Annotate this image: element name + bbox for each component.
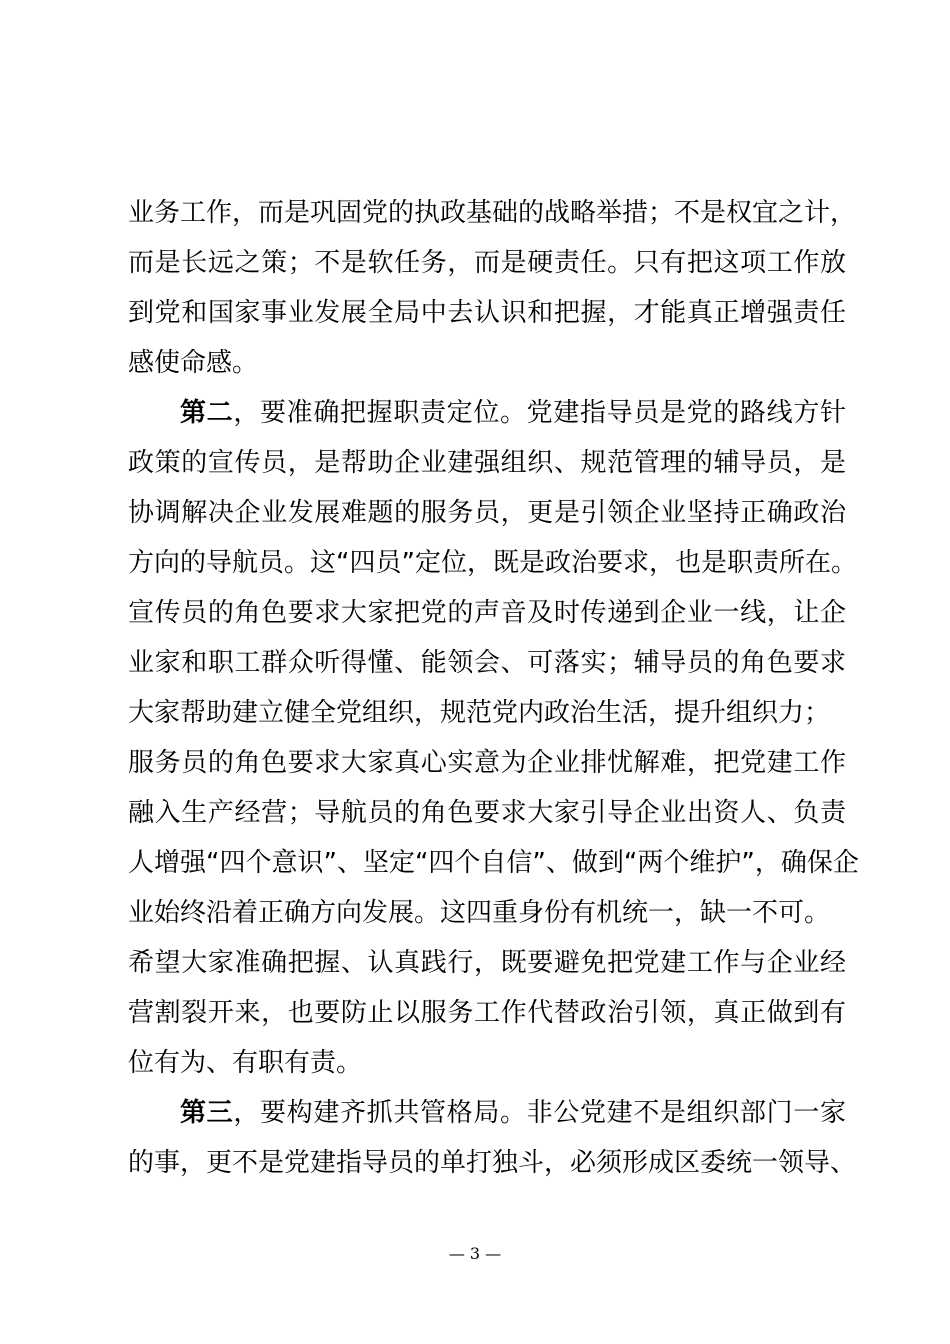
text-line: 希望大家准确把握、认真践行，既要避免把党建工作与企业经: [128, 948, 846, 978]
text-line: 融入生产经营；导航员的角色要求大家引导企业出资人、负责: [128, 798, 846, 828]
text-line: 营割裂开来，也要防止以服务工作代替政治引领，真正做到有: [128, 998, 846, 1028]
text-line: 业务工作，而是巩固党的执政基础的战略举措；不是权宜之计，: [128, 198, 857, 228]
text-line: 而是长远之策；不是软任务，而是硬责任。只有把这项工作放: [128, 248, 846, 278]
text-line: 政策的宣传员，是帮助企业建强组织、规范管理的辅导员，是: [128, 448, 846, 478]
text-line: 服务员的角色要求大家真心实意为企业排忧解难，把党建工作: [128, 748, 846, 778]
paragraph-1: [128, 188, 857, 388]
text-span: ，要构建齐抓共管格局。非公党建不是组织部门一家: [233, 1098, 846, 1128]
paragraph-lead: 第二: [180, 398, 234, 428]
text-line: 业始终沿着正确方向发展。这四重身份有机统一，缺一不可。: [128, 898, 831, 928]
text-line: 协调解决企业发展难题的服务员，更是引领企业坚持正确政治: [128, 498, 846, 528]
document-body: [128, 188, 859, 1188]
text-line: 感使命感。: [128, 348, 259, 378]
text-line: 宣传员的角色要求大家把党的声音及时传递到企业一线，让企: [128, 598, 846, 628]
text-line: 业家和职工群众听得懂、能领会、可落实；辅导员的角色要求: [128, 648, 846, 678]
paragraph-3: [128, 1088, 857, 1188]
paragraph-lead: 第三: [180, 1098, 234, 1128]
text-line: 人增强“四个意识”、坚定“四个自信”、做到“两个维护”，确保企: [128, 848, 859, 878]
page-number: — 3 —: [448, 1244, 502, 1263]
text-line: 到党和国家事业发展全局中去认识和把握，才能真正增强责任: [128, 298, 846, 328]
text-line: 大家帮助建立健全党组织，规范党内政治生活，提升组织力；: [128, 698, 831, 728]
text-line: [128, 1088, 846, 1138]
text-span: ，要准确把握职责定位。党建指导员是党的路线方针: [233, 398, 846, 428]
text-line: 位有为、有职有责。: [128, 1048, 363, 1078]
text-line: 方向的导航员。这“四员”定位，既是政治要求，也是职责所在。: [128, 548, 857, 578]
text-line: [128, 388, 846, 438]
text-line: 的事，更不是党建指导员的单打独斗，必须形成区委统一领导、: [128, 1148, 857, 1178]
paragraph-2: [128, 388, 859, 1088]
